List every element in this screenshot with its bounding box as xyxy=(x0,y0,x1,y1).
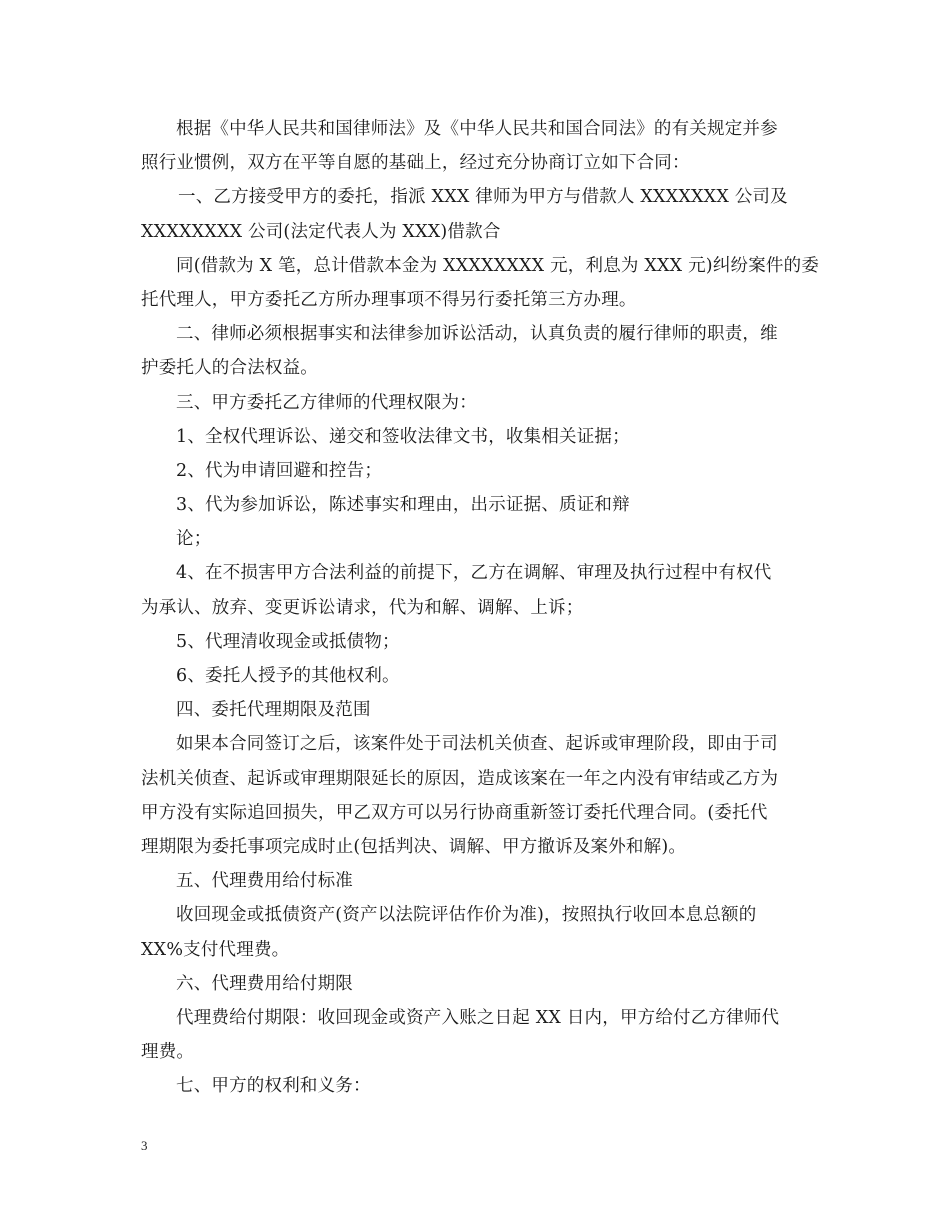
list-item: 2、代为申请回避和控告； xyxy=(176,460,383,481)
section-heading-6: 六、代理费用给付期限 xyxy=(176,973,353,994)
paragraph-line: 护委托人的合法权益。 xyxy=(141,358,318,379)
document-body xyxy=(141,112,820,1103)
paragraph-line: 托代理人，甲方委托乙方所办理事项不得另行委托第三方办理。 xyxy=(141,289,637,310)
paragraph-line: 甲方没有实际追回损失，甲乙双方可以另行协商重新签订委托代理合同。(委托代 xyxy=(141,802,768,823)
paragraph-line: 收回现金或抵债资产(资产以法院评估作价为准)，按照执行收回本息总额的 xyxy=(176,905,757,926)
paragraph-line: 法机关侦查、起诉或审理期限延长的原因，造成该案在一年之内没有审结或乙方为 xyxy=(141,768,779,789)
paragraph-line: 根据《中华人民共和国律师法》及《中华人民共和国合同法》的有关规定并参 xyxy=(176,119,778,139)
section-heading-7: 七、甲方的权利和义务： xyxy=(176,1076,371,1097)
paragraph-line: 同(借款为 X 笔，总计借款本金为 XXXXXXXX 元，利息为 XXX 元)纠纷案件的委 xyxy=(176,255,820,276)
section-heading-5: 五、代理费用给付标准 xyxy=(176,871,353,892)
paragraph-line: 理费。 xyxy=(141,1042,195,1063)
list-item: 5、代理清收现金或抵债物； xyxy=(176,631,400,652)
paragraph-line: XX%支付代理费。 xyxy=(141,939,290,960)
paragraph-line: 一、乙方接受甲方的委托，指派 XXX 律师为甲方与借款人 XXXXXXX 公司及 xyxy=(178,187,788,208)
paragraph-line: 代理费给付期限：收回现金或资产入账之日起 XX 日内，甲方给付乙方律师代 xyxy=(176,1007,780,1028)
list-item: 3、代为参加诉讼，陈述事实和理由，出示证据、质证和辩 xyxy=(176,495,630,516)
paragraph-line: 如果本合同签订之后，该案件处于司法机关侦查、起诉或审理阶段，即由于司 xyxy=(176,734,778,755)
list-item: 4、在不损害甲方合法利益的前提下，乙方在调解、审理及执行过程中有权代 xyxy=(176,563,772,584)
section-heading-2: 二、律师必须根据事实和法律参加诉讼活动，认真负责的履行律师的职责，维 xyxy=(176,324,778,345)
paragraph-line: XXXXXXXX 公司(法定代表人为 XXX)借款合 xyxy=(141,221,501,242)
paragraph-line: 理期限为委托事项完成时止(包括判决、调解、甲方撤诉及案外和解)。 xyxy=(141,836,687,857)
page-number: 3 xyxy=(141,1138,148,1153)
list-item: 6、委托人授予的其他权利。 xyxy=(176,666,400,686)
paragraph-line: 照行业惯例，双方在平等自愿的基础上，经过充分协商订立如下合同： xyxy=(141,153,690,174)
list-item-continuation: 论； xyxy=(176,529,212,550)
list-item: 1、全权代理诉讼、递交和签收法律文书，收集相关证据； xyxy=(176,426,630,447)
section-heading-4: 四、委托代理期限及范围 xyxy=(176,700,371,721)
list-item-continuation: 为承认、放弃、变更诉讼请求，代为和解、调解、上诉； xyxy=(141,597,584,618)
section-heading-3: 三、甲方委托乙方律师的代理权限为： xyxy=(176,392,477,413)
